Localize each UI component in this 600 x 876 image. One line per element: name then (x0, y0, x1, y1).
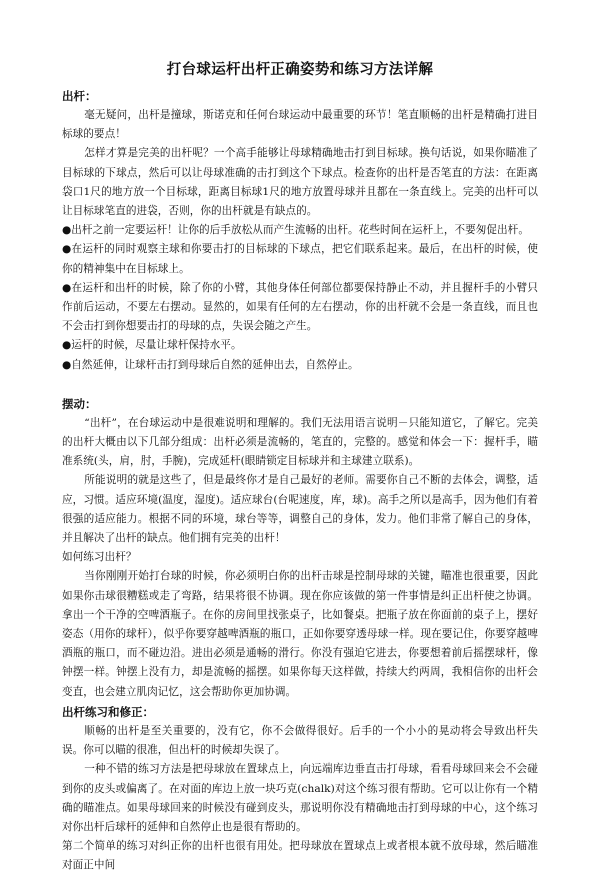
document-title: 打台球运杆出杆正确姿势和练习方法详解 (166, 62, 434, 78)
bullet-item: ●在运杆和出杆的时候，除了你的小臂，其他身体任何部位都要保持静止不动，并且握杆手的小臂只作前后运动，不要左右摆动。显然的，如果有任何的左右摆动，你的出杆就不会是一条直线，而且也不会击打到你想要击打的母球的点，失误会随之产生。 (62, 281, 538, 333)
section-heading-lianxi: 出杆练习和修正： (62, 704, 154, 719)
bullet-item: ●自然延伸，让球杆击打到母球后自然的延伸出去，自然停止。 (62, 358, 359, 371)
paragraph: 顺畅的出杆是至关重要的，没有它，你不会做得很好。后手的一个小小的晃动将会导致出杆失误。你可以瞄的很准，但出杆的时候却失误了。 (62, 724, 538, 757)
paragraph: 所能说明的就是这些了，但是最终你才是自己最好的老师。需要你自己不断的去体会，调整，适应，习惯。适应环境(温度，湿度)。适应球台(台呢速度，库，球)。高手之所以是高手，因为他们有着很强的适应能力。根据不同的环境，球台等等，调整自己的身体，发力。他们非常了解自己的身体，并且解决了出杆的缺点。他们拥有完美的出杆！ (62, 474, 538, 545)
paragraph: 毫无疑问，出杆是撞球，斯诺克和任何台球运动中最重要的环节！笔直顺畅的出杆是精确打进目标球的要点！ (62, 109, 538, 141)
section-heading-baidong: 摆动： (62, 396, 97, 411)
paragraph: “出杆”，在台球运动中是很难说明和理解的。我们无法用语言说明－只能知道它，了解它。完美的出杆大概由以下几部分组成：出杆必须是流畅的，笔直的，完整的。感觉和体会一下：握杆手，瞄准系统(头，肩，肘，手腕)，完成延杆(眼睛锁定目标球并和主球建立联系)。 (62, 416, 538, 468)
paragraph: 一种不错的练习方法是把母球放在置球点上，向远端库边垂直击打母球，看看母球回来会不会碰到你的皮头或偏离了。在对面的库边上放一块巧克(chalk)对这个练习很有帮助。它可以让你有一个精确的瞄准点。如果母球回来的时候没有碰到皮头，那说明你没有精确地击打到母球的中心，这个练习对你出杆后球杆的延伸和自然停止也是很有帮助的。 (62, 763, 538, 833)
question-line: 如何练习出杆？ (62, 551, 137, 564)
paragraph: 第二个简单的练习对纠正你的出杆也很有用处。把母球放在置球点上或者根本就不放母球，然后瞄准对面正中间 (62, 840, 538, 872)
paragraph: 当你刚刚开始打台球的时候，你必须明白你的出杆击球是控制母球的关键，瞄准也很重要，因此如果你击球很糟糕或走了弯路，结果将很不协调。现在你应该做的第一件事情是纠正出杆使之协调。拿出一个干净的空啤酒瓶子。在你的房间里找张桌子，比如餐桌。把瓶子放在你面前的桌子上，摆好姿态（用你的球杆），似乎你要穿越啤酒瓶的瓶口，正如你要穿透母球一样。现在要记住，你要穿越啤酒瓶的瓶口，而不碰边沿。进出必须是通畅的滑行。你没有强迫它进去，你要想着前后摇摆球杆，像钟摆一样。钟摆上没有力，却是流畅的摇摆。如果你每天这样做，持续大约两周，我相信你的出杆会变直，也会建立肌肉记忆，这会帮助你更加协调。 (62, 570, 538, 698)
bullet-item: ●运杆的时候，尽量让球杆保持水平。 (62, 339, 242, 352)
bullet-item: ●在运杆的同时观察主球和你要击打的目标球的下球点，把它们联系起来。最后，在出杆的时候，使你的精神集中在目标球上。 (62, 243, 538, 275)
bullet-item: ●出杆之前一定要运杆！让你的后手放松从而产生流畅的出杆。花些时间在运杆上，不要匆促出杆。 (62, 224, 529, 237)
paragraph: 怎样才算是完美的出杆呢？一个高手能够让母球精确地击打到目标球。换句话说，如果你瞄准了目标球的下球点，然后可以让母球准确的击打到这个下球点。检查你的出杆是否笔直的方法：在距离袋口1尺的地方放一个目标球，距离目标球1尺的地方放置母球并且都在一条直线上。完美的出杆可以让目标球笔直的进袋，否则，你的出杆就是有缺点的。 (62, 147, 538, 218)
spacer (62, 375, 538, 394)
section-heading-chugan: 出杆： (62, 89, 97, 103)
